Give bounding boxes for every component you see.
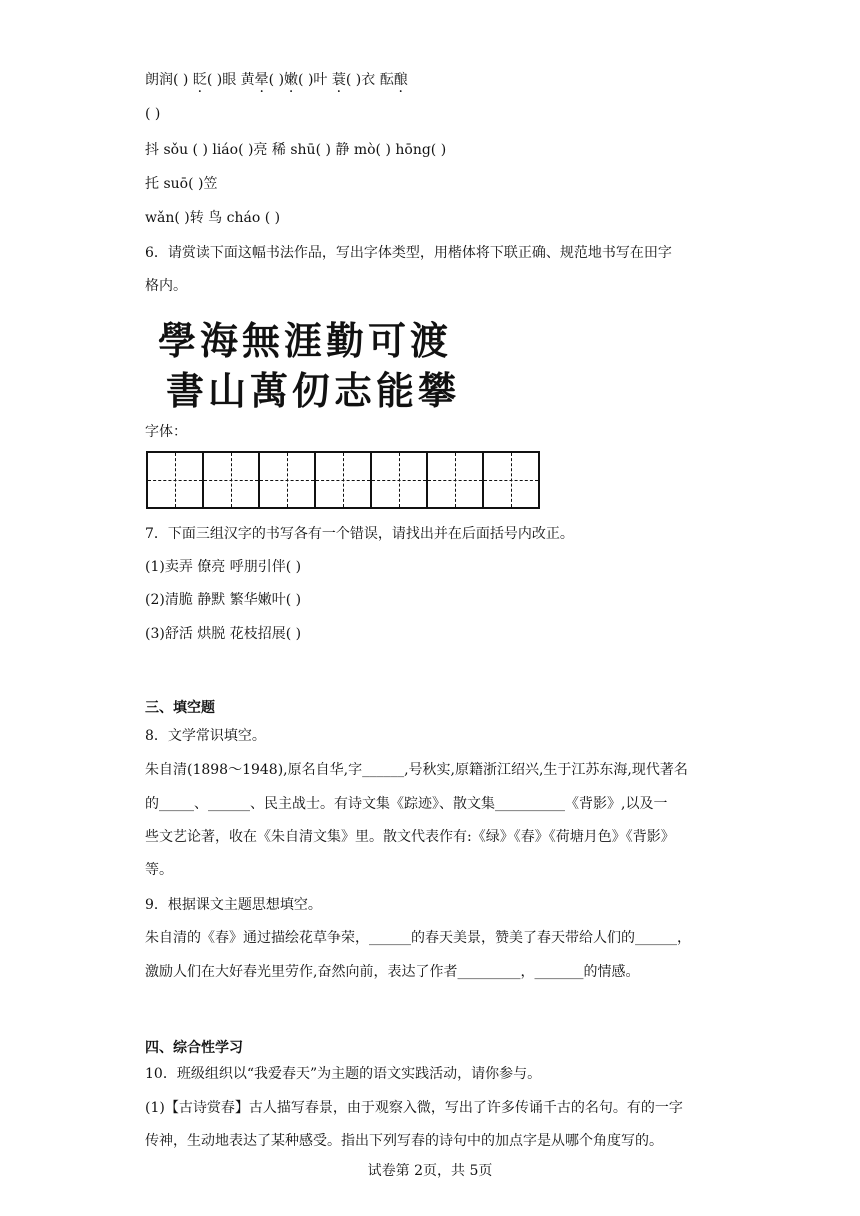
- q7-item-2: (2)清脆 静默 繁华嫩叶( ): [145, 592, 302, 608]
- q9-prompt: 9．根据课文主题思想填空。: [145, 897, 322, 913]
- calligraphy-line-2: 書山萬仞志能攀: [166, 368, 461, 413]
- font-type-label: 字体：: [145, 424, 187, 440]
- q5-line-5: wǎn( )转 鸟 cháo ( ): [145, 210, 281, 226]
- grid-cell[interactable]: [426, 451, 484, 509]
- grid-cell[interactable]: [202, 451, 260, 509]
- q10-prompt: 10．班级组织以“我爱春天”为主题的语文实践活动，请你参与。: [145, 1066, 542, 1082]
- q8-line-3: 些文艺论著，收在《朱自清文集》里。散文代表作有:《绿》《春》《荷塘月色》《背影》: [145, 829, 675, 845]
- q7-prompt: 7．下面三组汉字的书写各有一个错误，请找出并在后面括号内改正。: [145, 526, 574, 542]
- q8-line-4: 等。: [145, 862, 173, 878]
- q6-prompt-line-1: 6．请赏读下面这幅书法作品，写出字体类型，用楷体将下联正确、规范地书写在田字: [145, 245, 672, 261]
- section-4-heading: 四、综合性学习: [145, 1040, 243, 1056]
- page-footer: 试卷第 2页，共 5页: [367, 1163, 493, 1179]
- q7-item-1: (1)卖弄 僚亮 呼朋引伴( ): [145, 559, 302, 575]
- tianzige-grid[interactable]: [146, 451, 538, 509]
- q6-prompt-line-2: 格内。: [145, 278, 187, 294]
- q5-line-3: 抖 sǒu ( ) liáo( )亮 稀 shū( ) 静 mò( ) hōng( ): [145, 142, 447, 158]
- grid-cell[interactable]: [482, 451, 540, 509]
- grid-cell[interactable]: [146, 451, 204, 509]
- q10-line-1: (1)【古诗赏春】古人描写春景，由于观察入微，写出了许多传诵千古的名句。有的一字: [145, 1100, 683, 1116]
- q8-prompt: 8．文学常识填空。: [145, 728, 266, 744]
- q5-line-1: 朗润( ) 眨( )眼 黄晕( )嫩( )叶 蓑( )衣 酝酿: [145, 72, 408, 88]
- grid-cell[interactable]: [258, 451, 316, 509]
- q10-line-2: 传神，生动地表达了某种感受。指出下列写春的诗句中的加点字是从哪个角度写的。: [145, 1133, 663, 1149]
- grid-cell[interactable]: [370, 451, 428, 509]
- q9-line-2: 激励人们在大好春光里劳作,奋然向前，表达了作者_________，_______的情感。: [145, 964, 640, 980]
- q8-line-2: 的_____、______、民主战士。有诗文集《踪迹》、散文集__________《背影》,以及一: [145, 796, 668, 812]
- calligraphy-line-1: 學海無涯勤可渡: [158, 318, 453, 363]
- section-3-heading: 三、填空题: [145, 700, 215, 716]
- q7-item-3: (3)舒活 烘脱 花枝招展( ): [145, 626, 302, 642]
- q5-line-2: ( ): [145, 106, 161, 122]
- q9-line-1: 朱自清的《春》通过描绘花草争荣，______的春天美景，赞美了春天带给人们的______，: [145, 930, 691, 946]
- grid-cell[interactable]: [314, 451, 372, 509]
- q8-line-1: 朱自清(1898～1948),原名自华,字______,号秋实,原籍浙江绍兴,生于江苏东海,现代著名: [145, 762, 688, 778]
- q5-line-4: 托 suō( )笠: [145, 176, 218, 192]
